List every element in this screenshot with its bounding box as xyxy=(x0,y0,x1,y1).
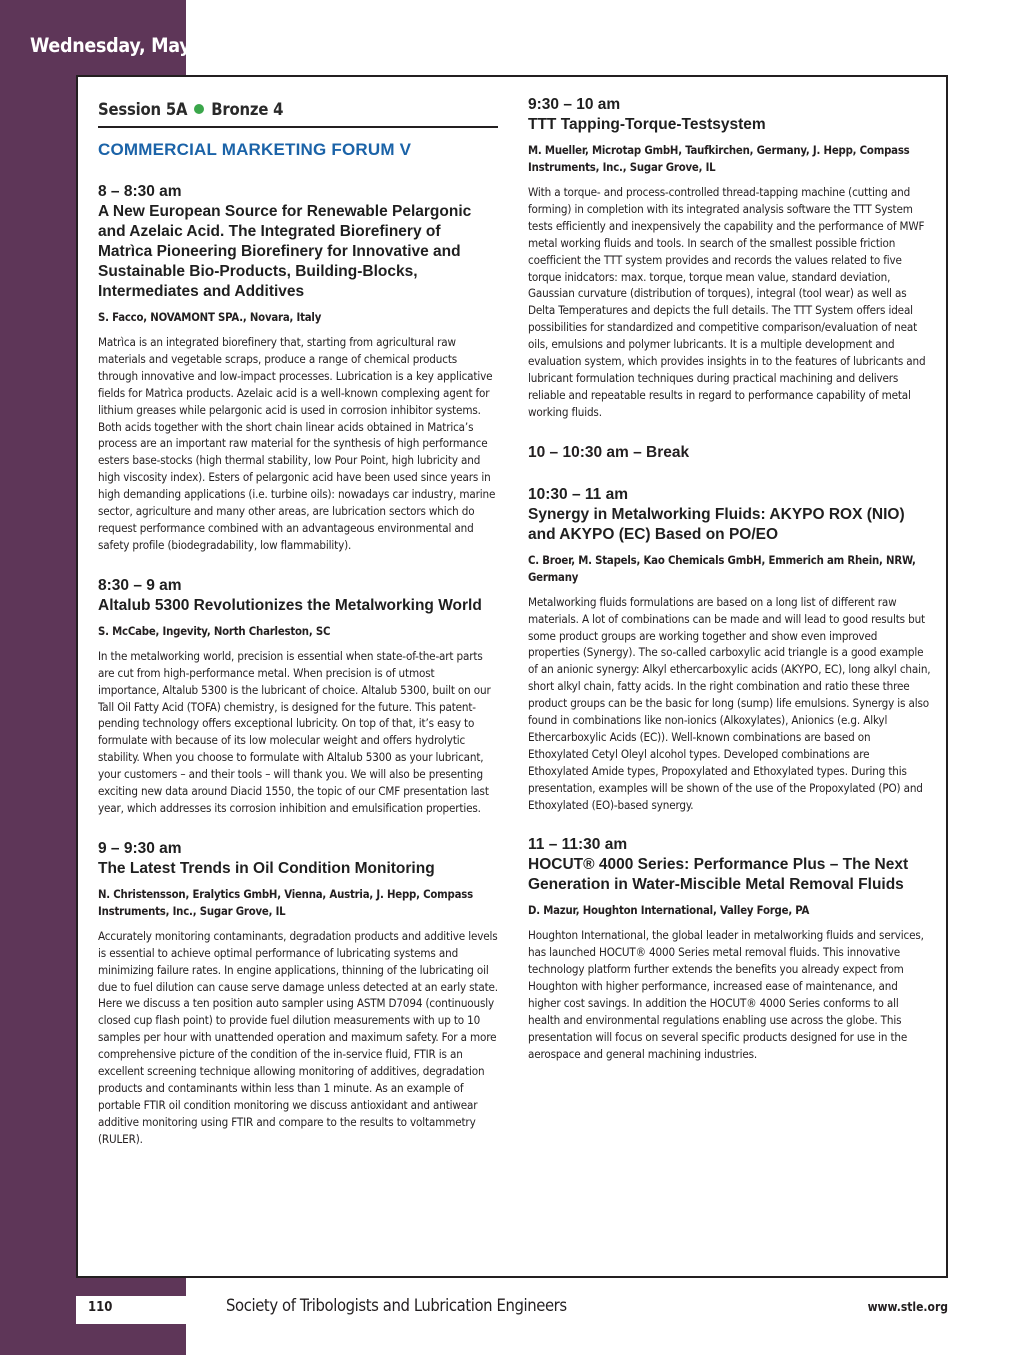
talk-time: 10:30 – 11 am xyxy=(528,485,628,503)
talk-authors: C. Broer, M. Stapels, Kao Chemicals GmbH, Emmerich am Rhein, NRW, Germany xyxy=(528,553,916,584)
talk-authors: S. McCabe, Ingevity, North Charleston, SC xyxy=(98,624,331,638)
talk-title: Synergy in Metalworking Fluids: AKYPO ROX (NIO) and AKYPO (EC) Based on PO/EO xyxy=(528,505,905,543)
talk-abstract: Accurately monitoring contaminants, degradation products and additive levels is essential to achieve optimal performance of lubricating systems and minimizing failure rates. In engine applications, thinning of the lubricating oil due to fuel dilution can cause serve damage unless detected at an early state. Here we discuss a ten position auto sampler using ASTM D7094 (continuously closed cup flash point) to provide fuel dilution measurements with up to 10 samples per hour with unattended operation and maximum safety. For a more comprehensive picture of the condition of the in-service fluid, FTIR is an excellent screening technique allowing monitoring of additives, degradation products and contaminants within less than 1 minute. As an example of portable FTIR oil condition monitoring we discuss antioxidant and antiwear additive monitoring using FTIR and compare to the results to voltammetry (RULER). xyxy=(98,928,498,1146)
footer-url: www.stle.org xyxy=(867,1300,948,1314)
session-code: Session 5A xyxy=(98,100,188,119)
talk-time: 8:30 – 9 am xyxy=(98,576,182,594)
talk-abstract: In the metalworking world, precision is essential when state-of-the-art parts are cut from high-performance metal. When precision is of utmost importance, Altalub 5300 is the lubricant of choice. Altalub 5300, built on our Tall Oil Fatty Acid (TOFA) chemistry, is designed for the future. This patent-pending technology offers exceptional lubricity. On top of that, it’s easy to formulate with because of its low molecular weight and offers hydrolytic stability. When you choose to formulate with Altalub 5300 as your lubricant, your customers – and their tools – will thank you. We will also be presenting exciting new data around Diacid 1550, the topic of our CMF presentation last year, which addresses its corrosion inhibition and emulsification properties. xyxy=(98,648,491,815)
talk-abstract: With a torque- and process-controlled thread-tapping machine (cutting and forming) in completion with its integrated analysis software the TTT System tests efficiently and inexpensively the capability and the performance of MWF metal working fluids and tools. In search of the smallest possible friction coefficient the TTT system provides and records the values related to five torque inidcators: max. torque, torque mean value, standard deviation, Gaussian curvature (distribution of torques), integral (tool wear) as well as Delta Temperatures and depicts the full details. The TTT System offers ideal possibilities for standardized and competitive comparison/evaluation of neat oils, emulsions and polymer lubricants. It is a multiple development and evaluation system, which provides insights in to the features of lubricants and lubricant formulation techniques during practical machining and delivers reliable and repeatable results in regard to performance capability of metal working fluids. xyxy=(528,185,926,419)
talk-time: 11 – 11:30 am xyxy=(528,836,628,854)
talk-item xyxy=(98,576,498,817)
talk-title: TTT Tapping-Torque-Testsystem xyxy=(528,116,766,133)
talk-item xyxy=(98,182,498,554)
talk-time: 9 – 9:30 am xyxy=(98,839,182,857)
day-label: Wednesday, May 18 xyxy=(30,34,220,57)
talk-abstract: Houghton International, the global leader in metalworking fluids and services, has launched HOCUT® 4000 Series metal removal fluids. This innovative technology platform further extends the benefits you already expect from Houghton with higher performance, increased ease of maintenance, and higher cost savings. In addition the HOCUT® 4000 Series conforms to all health and environmental regulations enabling use across the globe. This presentation will focus on several specific products designed for use in the aerospace and general machining industries. xyxy=(528,928,924,1061)
left-column xyxy=(98,77,498,1148)
talk-item xyxy=(528,95,932,421)
content-frame xyxy=(76,75,948,1278)
talk-authors: N. Christensson, Eralytics GmbH, Vienna, Austria, J. Hepp, Compass Instruments, Inc., Sugar Grove, IL xyxy=(98,887,473,918)
session-room: Bronze 4 xyxy=(211,100,284,119)
break-label: 10 – 10:30 am – Break xyxy=(528,443,690,461)
bullet-dot-icon xyxy=(194,104,204,114)
talk-title: A New European Source for Renewable Pelargonic and Azelaic Acid. The Integrated Biorefinery of Matrìca Pioneering Biorefinery for Innovative and Sustainable Bio-Products, Building-Blocks, Intermediates and Additives xyxy=(98,203,472,300)
talk-title: Altalub 5300 Revolutionizes the Metalworking World xyxy=(98,596,482,614)
talk-abstract: Matrìca is an integrated biorefinery that, starting from agricultural raw materials and vegetable scraps, produce a range of chemical products through innovative and low-impact processes. Lubrication is a key applicative fields for Matrìca products. Azelaic acid is a well-known complexing agent for lithium greases while pelargonic acid is used in corrosion inhibitor systems. Both acids together with the short chain linear acids obtained in Matrica’s process are an important raw material for the synthesis of high performance esters base-stocks (high thermal stability, low Pour Point, high lubricity and high viscosity index). Esters of pelargonic acid have been used since years in high demanding applications (i.e. turbine oils): nowadays car industry, marine sector, agriculture and many other areas, are lubrication sectors which do request performance combined with an advantageous environmental and safety profile (biodegradability, low flammability). xyxy=(98,335,496,552)
talk-item xyxy=(528,485,932,814)
talk-title: The Latest Trends in Oil Condition Monitoring xyxy=(98,859,435,877)
talk-authors: M. Mueller, Microtap GmbH, Taufkirchen, Germany, J. Hepp, Compass Instruments, Inc., Sugar Grove, IL xyxy=(528,144,910,174)
organization-name: Society of Tribologists and Lubrication Engineers xyxy=(226,1296,567,1315)
talk-authors: D. Mazur, Houghton International, Valley Forge, PA xyxy=(528,904,810,918)
talk-item xyxy=(528,835,932,1062)
talk-time: 8 – 8:30 am xyxy=(98,183,182,200)
session-header xyxy=(98,100,498,128)
talk-time: 9:30 – 10 am xyxy=(528,96,621,113)
right-column xyxy=(528,77,932,1063)
talk-item xyxy=(98,839,498,1148)
forum-title: COMMERCIAL MARKETING FORUM V xyxy=(98,140,412,159)
talk-abstract: Metalworking fluids formulations are based on a long list of different raw materials. A lot of combinations can be made and will lead to good results but some product groups are working together and show even improved properties (Synergy). The so-called carboxylic acid triangle is a good example of an anionic synergy: Alkyl ethercarboxylic acids (AKYPO, EC), long alkyl chain, short alkyl chain, fatty acids. In the right combination and ratio these three product groups can be the basic for long (sump) life emulsions. Synergy is also found in combinations like non-ionics (Alkoxylates), Anionics (e.g. Alkyl Ethercarboxylic Acids (EC)). Well-known combinations are based on Ethoxylated Cetyl Oleyl alcohol types. Developed combinations are Ethoxylated Amide types, Propoxylated and Ethoxylated types. During this presentation, examples will be shown of the use of the Propoxylated (PO) and Ethoxylated (EO)-based synergy. xyxy=(528,594,931,812)
talk-authors: S. Facco, NOVAMONT SPA., Novara, Italy xyxy=(98,311,322,324)
page-number: 110 xyxy=(76,1296,186,1324)
talk-title: HOCUT® 4000 Series: Performance Plus – The Next Generation in Water-Miscible Metal Removal Fluids xyxy=(528,856,909,894)
